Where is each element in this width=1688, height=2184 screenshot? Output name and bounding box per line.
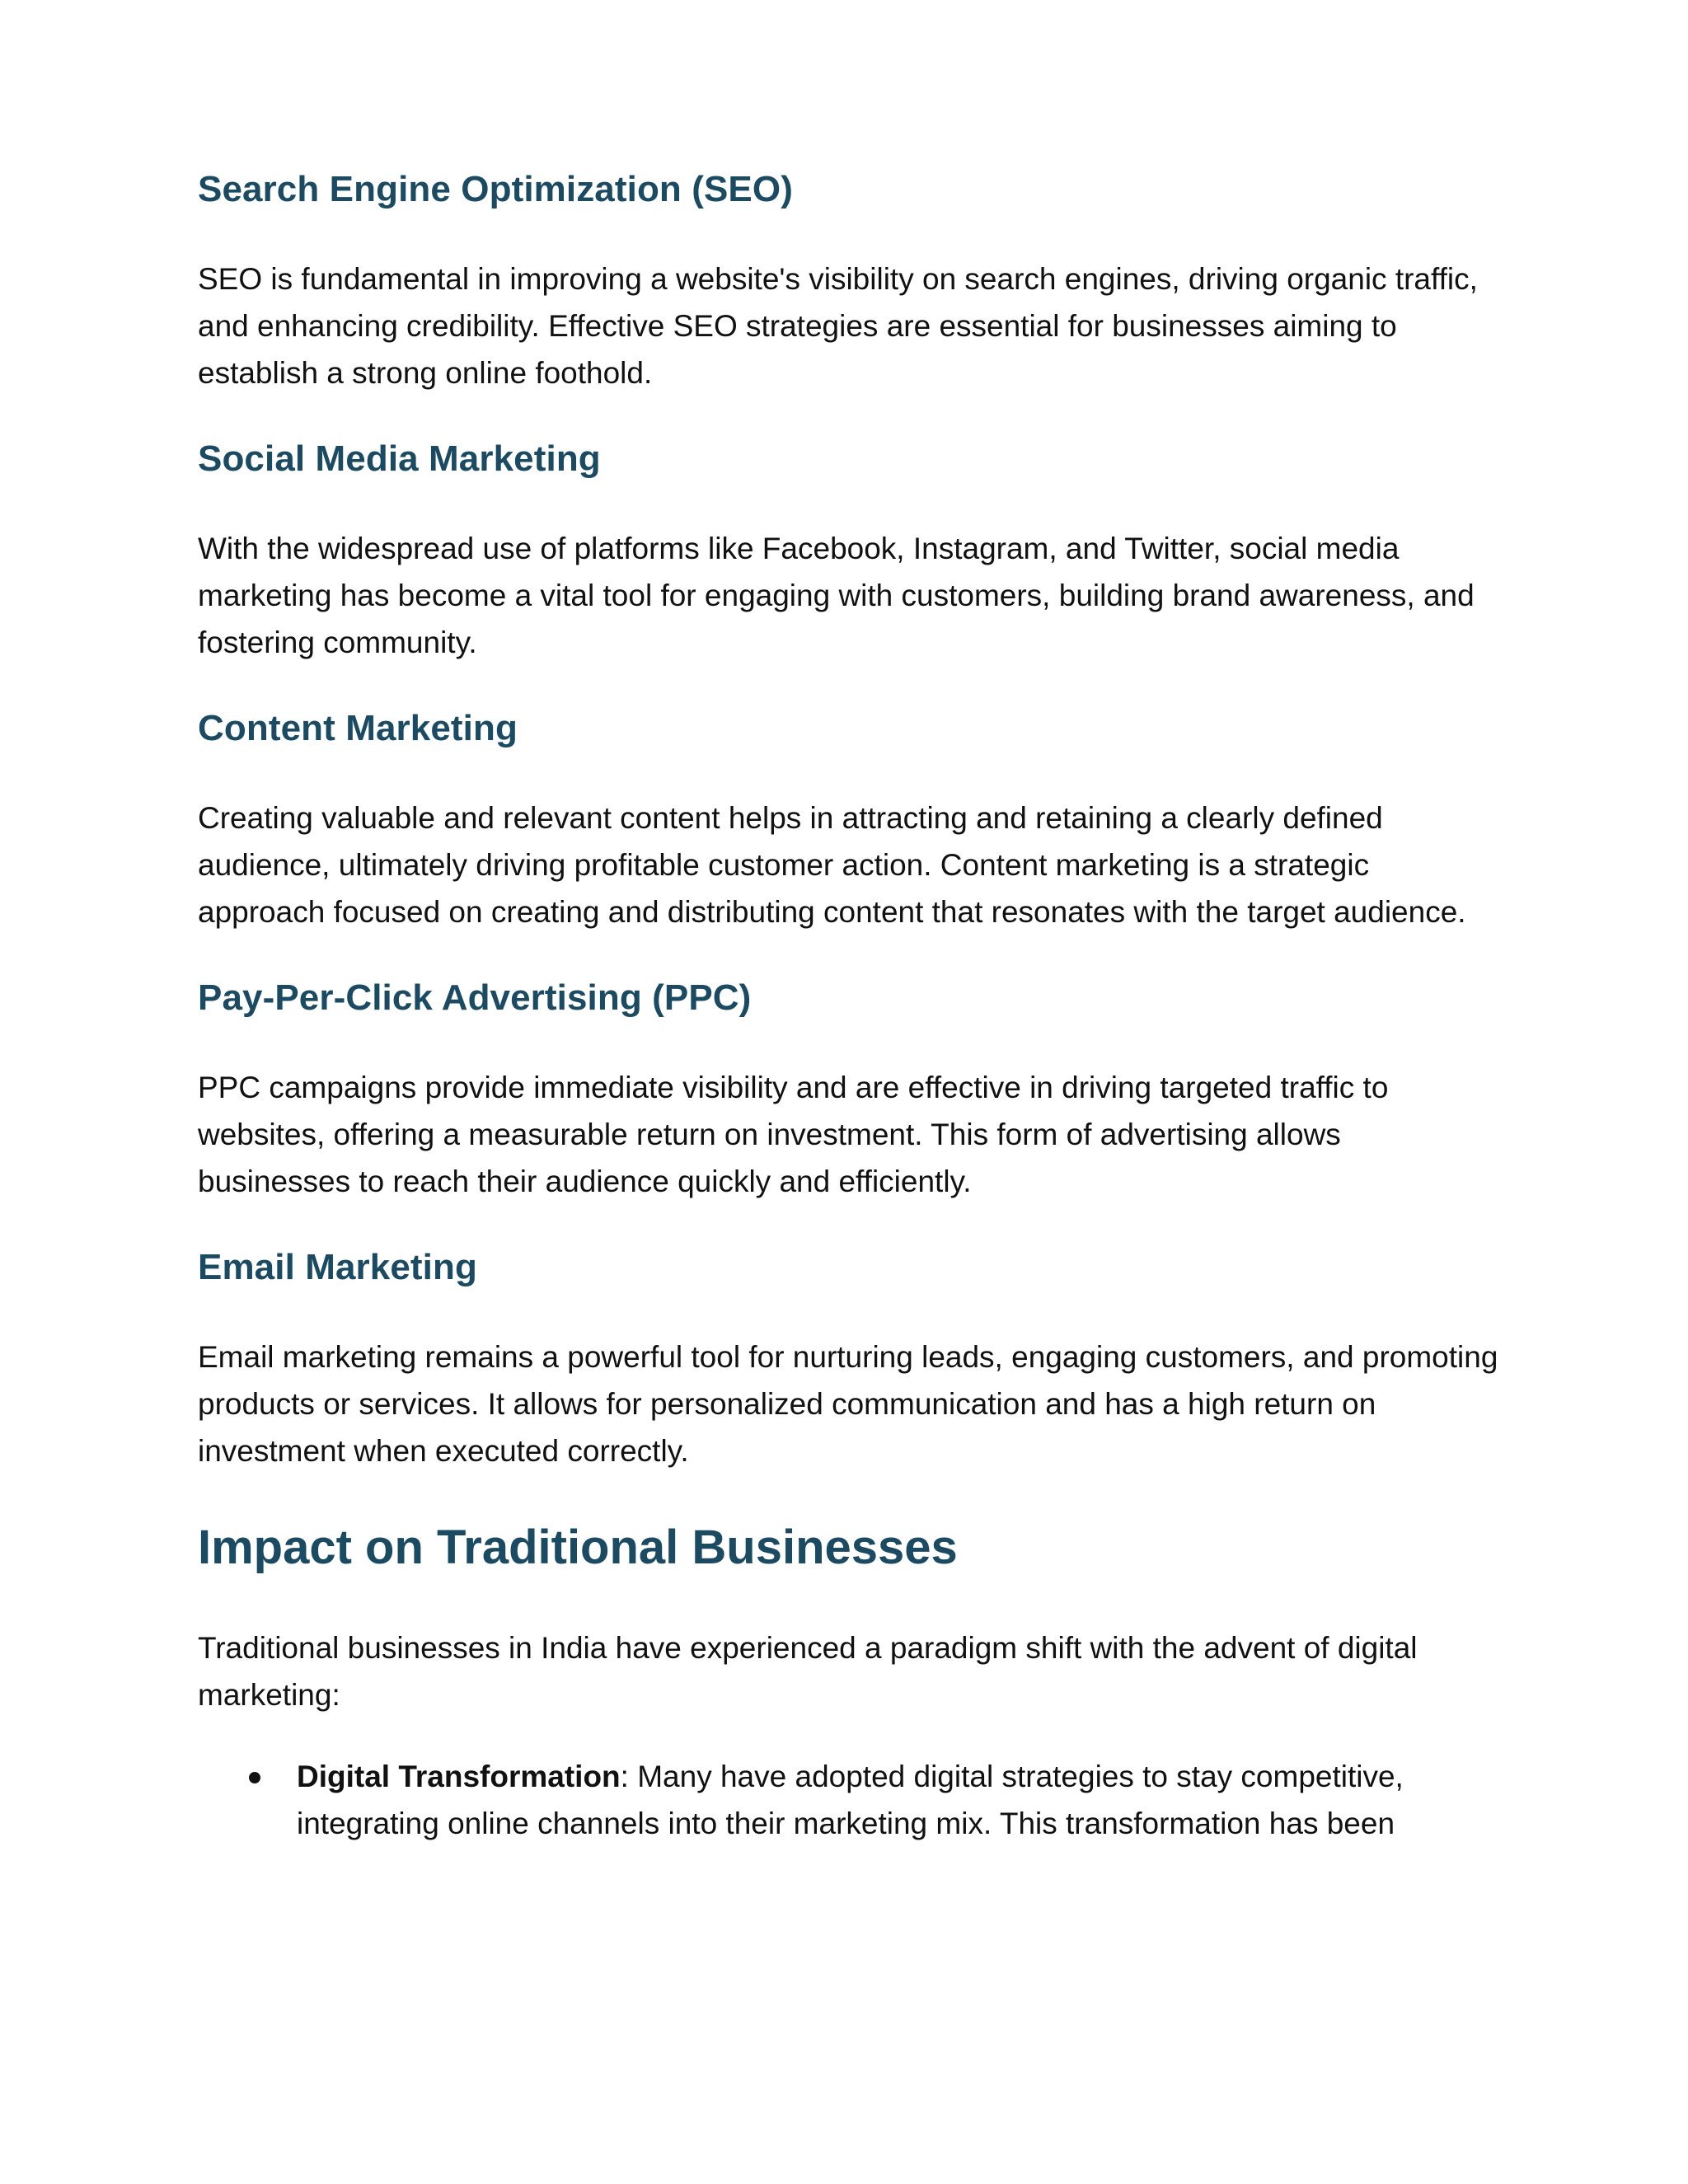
- impact-list: [198, 1753, 1500, 1847]
- section-body-email-marketing: Email marketing remains a powerful tool for nurturing leads, engaging customers, and promoting products or services. It allows for personalized communication and has a high return on investment when executed correctly.: [198, 1340, 1498, 1468]
- section-heading-social-media: Social Media Marketing: [198, 438, 601, 479]
- impact-intro: Traditional businesses in India have experienced a paradigm shift with the advent of digital marketing:: [198, 1631, 1418, 1712]
- list-item: [198, 1753, 1500, 1847]
- list-item-term: Digital Transformation: [297, 1760, 621, 1793]
- document-page: [198, 165, 1500, 1847]
- section-body-social-media: With the widespread use of platforms like Facebook, Instagram, and Twitter, social media marketing has become a vital tool for engaging with customers, building brand awareness, and fostering community.: [198, 532, 1475, 659]
- section-heading-ppc: Pay-Per-Click Advertising (PPC): [198, 977, 752, 1018]
- section-body-content-marketing: Creating valuable and relevant content helps in attracting and retaining a clearly defined audience, ultimately driving profitable customer action. Content marketing is a strategic approach focused on creating and distributing content that resonates with the target audience.: [198, 801, 1466, 929]
- section-heading-content-marketing: Content Marketing: [198, 708, 518, 748]
- list-item-text: : Many have adopted digital strategies to stay competitive, integrating online channels into their marketing mix. This transformation has been: [297, 1760, 1404, 1840]
- section-body-seo: SEO is fundamental in improving a website's visibility on search engines, driving organic traffic, and enhancing credibility. Effective SEO strategies are essential for businesses aiming to establish a strong online foothold.: [198, 262, 1478, 390]
- section-heading-email-marketing: Email Marketing: [198, 1247, 477, 1287]
- section-body-ppc: PPC campaigns provide immediate visibility and are effective in driving targeted traffic to websites, offering a measurable return on investment. This form of advertising allows businesses to reach their audience quickly and efficiently.: [198, 1071, 1389, 1198]
- bullet-icon: [249, 1772, 260, 1783]
- impact-heading: Impact on Traditional Businesses: [198, 1521, 958, 1574]
- section-heading-seo: Search Engine Optimization (SEO): [198, 169, 793, 209]
